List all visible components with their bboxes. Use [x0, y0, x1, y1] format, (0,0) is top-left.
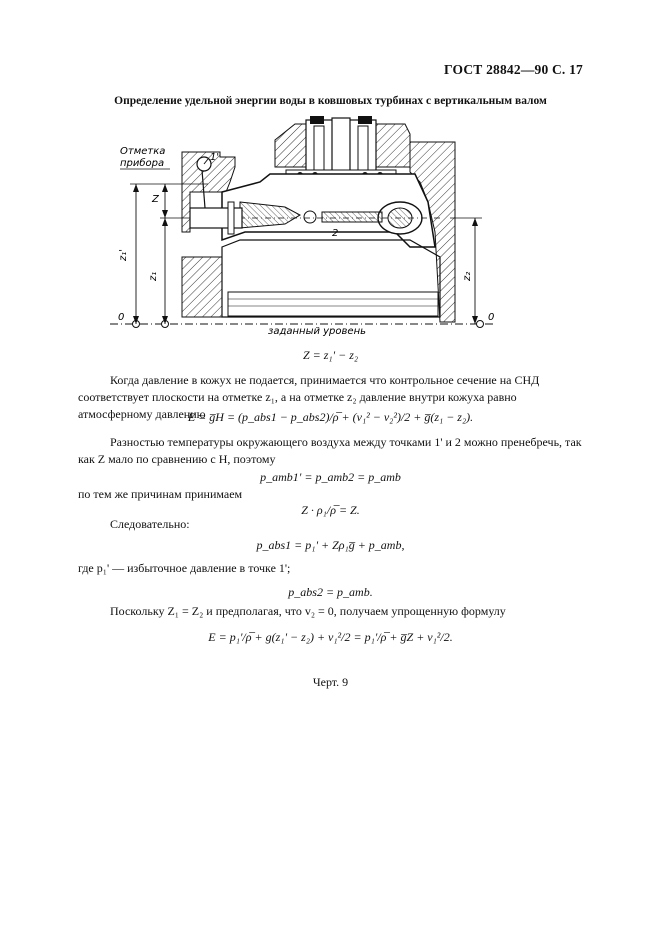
- figure-caption: Черт. 9: [312, 675, 349, 689]
- equation-6: E = p₁'/ρ̅ + g(z₁' − z₂) + v₁²/2 = p₁'/ρ̅ + g̅Z + v₁²/2.: [208, 630, 453, 644]
- tailwater: [228, 292, 438, 316]
- equation-5: p_abs2 = p_amb.: [288, 585, 373, 599]
- paragraph-3: по тем же причинам принимаем: [78, 487, 243, 501]
- left-foundation: [182, 257, 222, 317]
- label-z: Z: [152, 194, 159, 205]
- equation-3: Z · ρ₁/ρ̅ = Z.: [301, 503, 360, 517]
- label-z2: z₂: [462, 271, 473, 281]
- paragraph-2: Разностью температуры окружающего воздуха между точками 1' и 2 можно пренебречь, так как Z мало по сравнению с H, поэтому: [78, 435, 582, 466]
- label-mark-2: прибора: [120, 158, 165, 169]
- label-zero-right: 0: [488, 312, 495, 323]
- label-z1: z₁: [148, 271, 159, 281]
- figure-equation: Z = z₁' − z₂: [302, 348, 359, 362]
- label-point-2: 2: [332, 228, 339, 239]
- label-z1prime: z₁': [118, 248, 129, 261]
- equation-1: E = g̅H = (p_abs1 − p_abs2)/ρ̅ + (v₁² − v₂²)/2 + g̅(z₁ − z₂).: [187, 410, 474, 424]
- equation-4: p_abs1 = p₁' + Zρ₁g̅ + p_amb,: [256, 538, 405, 552]
- paragraph-4: Следовательно:: [110, 517, 190, 531]
- label-point-1prime: 1': [210, 152, 220, 163]
- label-zero-left: 0: [118, 312, 125, 323]
- label-level: заданный уровень: [268, 326, 366, 337]
- paragraph-1: Когда давление в кожух не подается, принимается что контрольное сечение на СНД соответствует плоскости на отметке z₁, а на отметке z₂ давление внутри кожуха равно атмосферному давлению: [78, 373, 540, 421]
- equation-2: p_amb1' = p_amb2 = p_amb: [260, 470, 401, 484]
- label-mark-1: Отметка: [120, 146, 166, 157]
- paragraph-6: Поскольку Z₁ = Z₂ и предполагая, что v₂ = 0, получаем упрощенную формулу: [110, 604, 506, 618]
- turbine-drawing: [110, 112, 510, 342]
- document-header: ГОСТ 28842—90 С. 17: [444, 62, 583, 77]
- paragraph-5: где p₁' — избыточное давление в точке 1';: [78, 561, 291, 575]
- figure-title: Определение удельной энергии воды в ковшовых турбинах с вертикальным валом: [114, 95, 547, 107]
- lower-chamber: [222, 240, 440, 317]
